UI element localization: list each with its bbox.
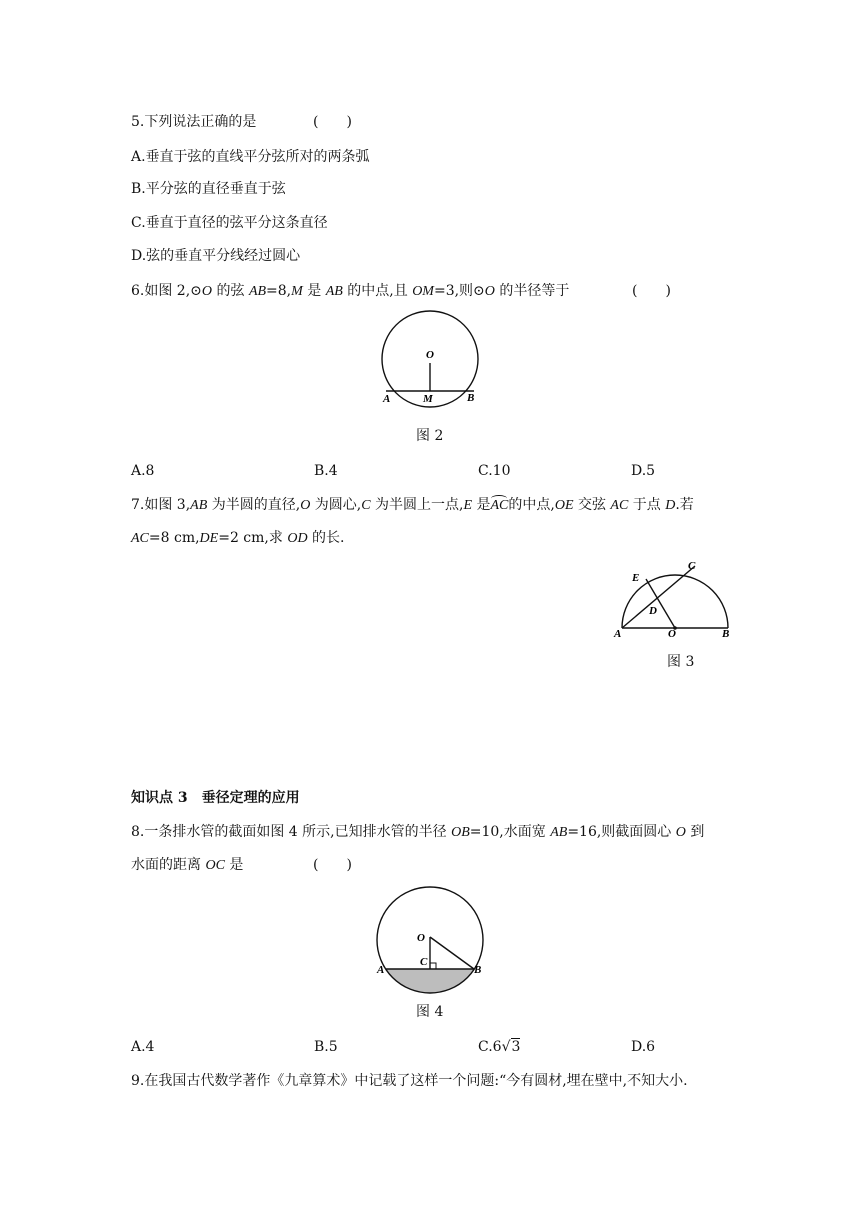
q6-option-a: A.8	[131, 463, 155, 479]
q8-stem-line2: 水面的距离 OC 是	[131, 857, 244, 873]
q9-stem: 9.在我国古代数学著作《九章算术》中记载了这样一个问题:“今有圆材,埋在壁中,不知大小.	[131, 1073, 688, 1089]
figure-4-right-angle-mark	[430, 963, 436, 969]
figure-3-label-c: C	[688, 560, 696, 572]
q8-answer-paren: ( )	[313, 857, 352, 873]
figure-3-label-b: B	[722, 628, 730, 640]
q6-answer-paren: ( )	[632, 283, 671, 299]
q7-stem-line1: 7.如图 3,AB 为半圆的直径,O 为圆心,C 为半圆上一点,E 是AC的中点,OE 交弦 AC 于点 D.若	[131, 495, 694, 516]
figure-4-water-region	[370, 969, 490, 1000]
q6-stem: 6.如图 2,⊙O 的弦 AB=8,M 是 AB 的中点,且 OM=3,则⊙O 的半径等于	[131, 283, 570, 299]
q5-option-c: C.垂直于直径的弦平分这条直径	[131, 215, 328, 231]
arc-ac-symbol: AC	[490, 496, 508, 516]
figure-3-label-a: A	[614, 628, 622, 640]
q5-option-a: A.垂直于弦的直线平分弦所对的两条弧	[131, 149, 370, 165]
q8-option-a: A.4	[131, 1039, 155, 1055]
q5-answer-paren: ( )	[313, 114, 352, 130]
figure-2-label-m: M	[423, 393, 433, 405]
figure-3-diagram	[605, 553, 745, 643]
figure-4-caption: 图 4	[416, 1004, 444, 1020]
figure-3-label-d: D	[649, 605, 657, 617]
figure-4-diagram	[370, 885, 490, 1000]
figure-4-label-c: C	[420, 956, 428, 968]
figure-4-label-o: O	[417, 932, 425, 944]
figure-4-label-a: A	[377, 964, 385, 976]
q5-stem: 5.下列说法正确的是	[131, 114, 257, 130]
q5-option-d: D.弦的垂直平分线经过圆心	[131, 248, 301, 264]
figure-3-caption: 图 3	[667, 654, 695, 670]
q6-option-c: C.10	[478, 463, 511, 479]
figure-2-label-o: O	[426, 349, 434, 361]
q5-option-b: B.平分弦的直径垂直于弦	[131, 181, 286, 197]
q8-option-d: D.6	[631, 1039, 656, 1055]
figure-2-label-b: B	[467, 392, 475, 404]
q8-stem-line1: 8.一条排水管的截面如图 4 所示,已知排水管的半径 OB=10,水面宽 AB=16,则截面圆心 O 到	[131, 824, 705, 840]
q6-option-b: B.4	[314, 463, 338, 479]
section-heading: 知识点 3 垂径定理的应用	[131, 790, 300, 806]
q7-stem-line2: AC=8 cm,DE=2 cm,求 OD 的长.	[131, 530, 345, 546]
q8-option-c: C.6√3	[478, 1039, 521, 1055]
q8-option-c-radicand: 3	[511, 1039, 521, 1055]
figure-2-label-a: A	[383, 393, 391, 405]
figure-3-label-e: E	[632, 572, 640, 584]
q6-option-d: D.5	[631, 463, 656, 479]
figure-2-caption: 图 2	[416, 428, 444, 444]
figure-4-label-b: B	[474, 964, 482, 976]
figure-3-label-o: O	[668, 628, 676, 640]
figure-4-segment-ob	[430, 937, 474, 969]
figure-2-diagram	[370, 310, 490, 410]
q8-option-b: B.5	[314, 1039, 338, 1055]
